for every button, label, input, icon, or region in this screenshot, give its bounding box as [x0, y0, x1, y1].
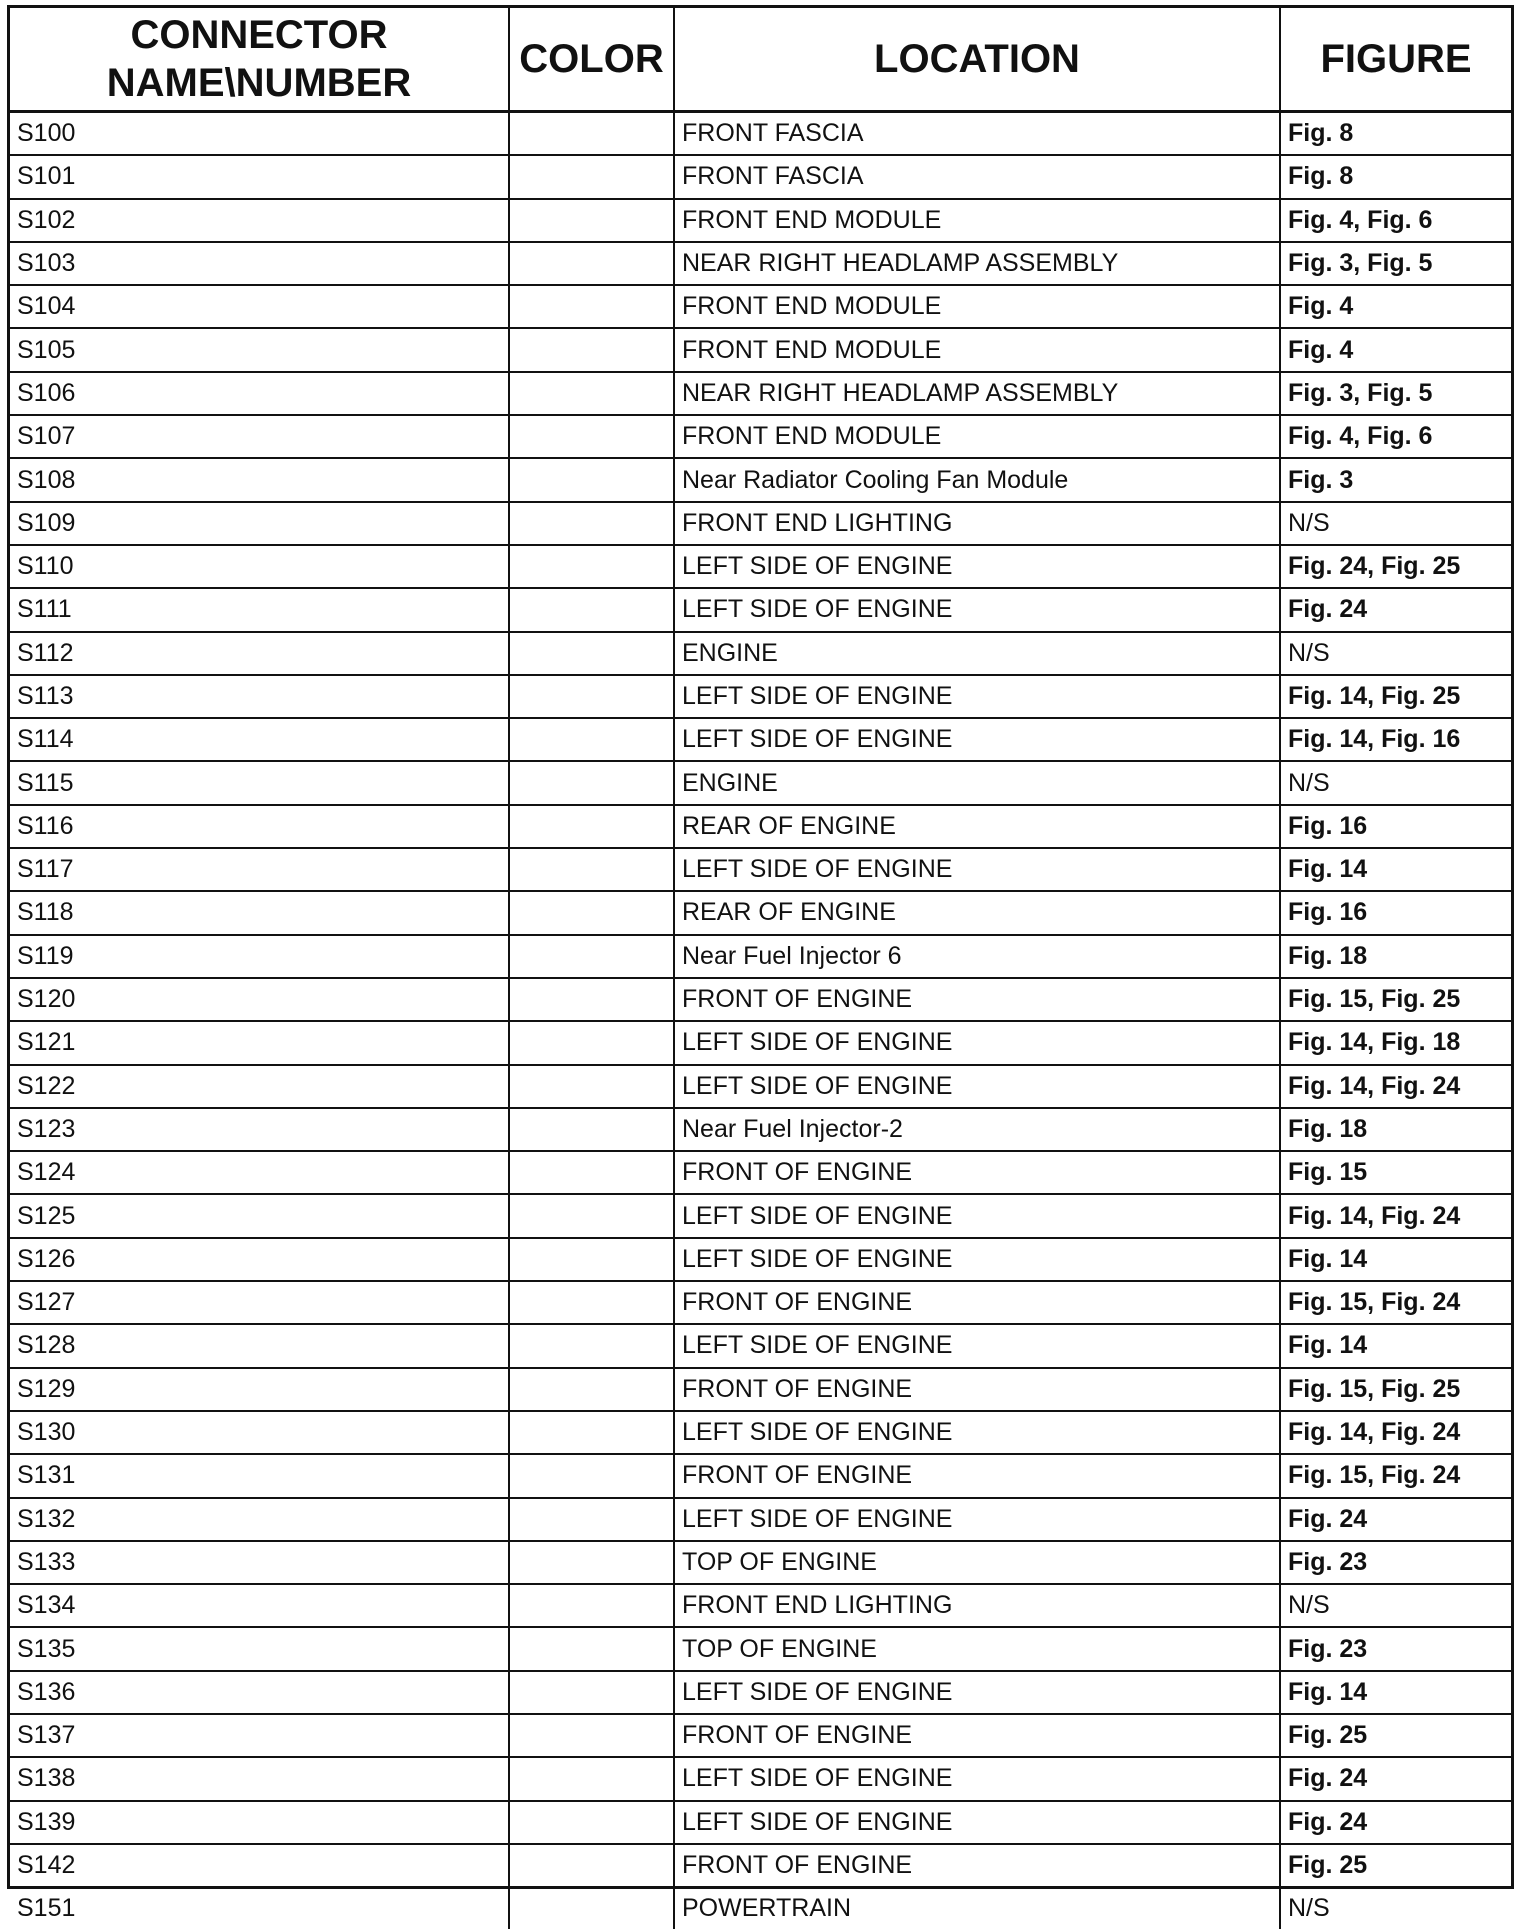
connector-name-cell: S112: [10, 632, 509, 675]
table-row: [10, 1757, 1511, 1800]
figure-cell: Fig. 24: [1280, 1757, 1511, 1800]
location-cell: FRONT FASCIA: [674, 155, 1280, 198]
color-cell: [509, 805, 674, 848]
color-cell: [509, 761, 674, 804]
table-row: [10, 112, 1511, 156]
figure-cell: Fig. 4: [1280, 328, 1511, 371]
table-row: [10, 1281, 1511, 1324]
connector-name-cell: S125: [10, 1194, 509, 1237]
table-row: [10, 1151, 1511, 1194]
connector-name-cell: S108: [10, 458, 509, 501]
connector-name-cell: S129: [10, 1368, 509, 1411]
color-cell: [509, 1368, 674, 1411]
color-cell: [509, 112, 674, 156]
figure-cell: Fig. 15, Fig. 24: [1280, 1281, 1511, 1324]
location-cell: FRONT FASCIA: [674, 112, 1280, 156]
figure-cell: Fig. 3: [1280, 458, 1511, 501]
table-row: [10, 891, 1511, 934]
color-cell: [509, 1194, 674, 1237]
color-cell: [509, 1281, 674, 1324]
color-cell: [509, 1065, 674, 1108]
location-cell: LEFT SIDE OF ENGINE: [674, 545, 1280, 588]
color-cell: [509, 1411, 674, 1454]
color-cell: [509, 458, 674, 501]
connector-name-cell: S117: [10, 848, 509, 891]
location-cell: FRONT OF ENGINE: [674, 1151, 1280, 1194]
connector-name-cell: S124: [10, 1151, 509, 1194]
header-figure: FIGURE: [1280, 8, 1511, 112]
table-row: [10, 1801, 1511, 1844]
connector-name-cell: S105: [10, 328, 509, 371]
connector-name-cell: S104: [10, 285, 509, 328]
figure-cell: N/S: [1280, 502, 1511, 545]
location-cell: FRONT OF ENGINE: [674, 1368, 1280, 1411]
location-cell: LEFT SIDE OF ENGINE: [674, 1671, 1280, 1714]
color-cell: [509, 415, 674, 458]
color-cell: [509, 935, 674, 978]
figure-cell: Fig. 25: [1280, 1844, 1511, 1887]
location-cell: FRONT END MODULE: [674, 199, 1280, 242]
connector-name-cell: S127: [10, 1281, 509, 1324]
location-cell: LEFT SIDE OF ENGINE: [674, 588, 1280, 631]
location-cell: Near Radiator Cooling Fan Module: [674, 458, 1280, 501]
connector-name-cell: S134: [10, 1584, 509, 1627]
table-row: [10, 978, 1511, 1021]
connector-name-cell: S119: [10, 935, 509, 978]
color-cell: [509, 285, 674, 328]
table-row: [10, 1194, 1511, 1237]
table-row: [10, 502, 1511, 545]
figure-cell: Fig. 8: [1280, 155, 1511, 198]
table-row: [10, 1498, 1511, 1541]
connector-name-cell: S107: [10, 415, 509, 458]
figure-cell: Fig. 4, Fig. 6: [1280, 415, 1511, 458]
color-cell: [509, 718, 674, 761]
location-cell: NEAR RIGHT HEADLAMP ASSEMBLY: [674, 242, 1280, 285]
table-row: [10, 1065, 1511, 1108]
table-row: [10, 1368, 1511, 1411]
header-location: LOCATION: [674, 8, 1280, 112]
table-row: [10, 328, 1511, 371]
figure-cell: Fig. 4, Fig. 6: [1280, 199, 1511, 242]
location-cell: LEFT SIDE OF ENGINE: [674, 848, 1280, 891]
connector-name-cell: S123: [10, 1108, 509, 1151]
connector-name-cell: S142: [10, 1844, 509, 1887]
color-cell: [509, 1541, 674, 1584]
figure-cell: Fig. 15, Fig. 25: [1280, 978, 1511, 1021]
color-cell: [509, 1108, 674, 1151]
color-cell: [509, 632, 674, 675]
figure-cell: Fig. 14, Fig. 24: [1280, 1194, 1511, 1237]
table-row: [10, 1238, 1511, 1281]
figure-cell: Fig. 24: [1280, 588, 1511, 631]
color-cell: [509, 1757, 674, 1800]
figure-cell: Fig. 8: [1280, 112, 1511, 156]
figure-cell: Fig. 4: [1280, 285, 1511, 328]
color-cell: [509, 891, 674, 934]
connector-name-cell: S101: [10, 155, 509, 198]
color-cell: [509, 675, 674, 718]
location-cell: ENGINE: [674, 632, 1280, 675]
color-cell: [509, 1627, 674, 1670]
table-row: [10, 1671, 1511, 1714]
location-cell: FRONT END MODULE: [674, 285, 1280, 328]
connector-table: [10, 8, 1511, 1929]
table-row: [10, 199, 1511, 242]
table-row: [10, 372, 1511, 415]
figure-cell: Fig. 14, Fig. 16: [1280, 718, 1511, 761]
location-cell: LEFT SIDE OF ENGINE: [674, 1801, 1280, 1844]
color-cell: [509, 372, 674, 415]
color-cell: [509, 1887, 674, 1929]
figure-cell: Fig. 24: [1280, 1801, 1511, 1844]
connector-table-sheet: [7, 5, 1514, 1923]
location-cell: REAR OF ENGINE: [674, 805, 1280, 848]
color-cell: [509, 848, 674, 891]
figure-cell: Fig. 15, Fig. 24: [1280, 1454, 1511, 1497]
figure-cell: Fig. 18: [1280, 935, 1511, 978]
table-row: [10, 1541, 1511, 1584]
table-row: [10, 545, 1511, 588]
color-cell: [509, 978, 674, 1021]
figure-cell: Fig. 25: [1280, 1714, 1511, 1757]
color-cell: [509, 1021, 674, 1064]
color-cell: [509, 242, 674, 285]
table-row: [10, 632, 1511, 675]
connector-name-cell: S137: [10, 1714, 509, 1757]
location-cell: LEFT SIDE OF ENGINE: [674, 675, 1280, 718]
connector-name-cell: S130: [10, 1411, 509, 1454]
connector-name-cell: S116: [10, 805, 509, 848]
figure-cell: Fig. 14, Fig. 25: [1280, 675, 1511, 718]
connector-name-cell: S118: [10, 891, 509, 934]
location-cell: LEFT SIDE OF ENGINE: [674, 1324, 1280, 1367]
location-cell: FRONT OF ENGINE: [674, 1714, 1280, 1757]
color-cell: [509, 1324, 674, 1367]
figure-cell: Fig. 3, Fig. 5: [1280, 242, 1511, 285]
location-cell: LEFT SIDE OF ENGINE: [674, 1498, 1280, 1541]
color-cell: [509, 1844, 674, 1887]
location-cell: Near Fuel Injector 6: [674, 935, 1280, 978]
figure-cell: Fig. 15, Fig. 25: [1280, 1368, 1511, 1411]
figure-cell: Fig. 16: [1280, 805, 1511, 848]
location-cell: FRONT OF ENGINE: [674, 1844, 1280, 1887]
location-cell: FRONT OF ENGINE: [674, 1454, 1280, 1497]
figure-cell: N/S: [1280, 1887, 1511, 1929]
table-row: [10, 1627, 1511, 1670]
figure-cell: Fig. 24: [1280, 1498, 1511, 1541]
figure-cell: Fig. 3, Fig. 5: [1280, 372, 1511, 415]
table-row: [10, 1454, 1511, 1497]
location-cell: FRONT END MODULE: [674, 328, 1280, 371]
location-cell: LEFT SIDE OF ENGINE: [674, 1194, 1280, 1237]
connector-name-cell: S131: [10, 1454, 509, 1497]
connector-name-cell: S139: [10, 1801, 509, 1844]
location-cell: FRONT OF ENGINE: [674, 1281, 1280, 1324]
figure-cell: Fig. 14, Fig. 24: [1280, 1411, 1511, 1454]
color-cell: [509, 155, 674, 198]
table-row: [10, 285, 1511, 328]
table-row: [10, 155, 1511, 198]
figure-cell: Fig. 14: [1280, 1671, 1511, 1714]
connector-name-cell: S113: [10, 675, 509, 718]
connector-name-cell: S115: [10, 761, 509, 804]
connector-name-cell: S136: [10, 1671, 509, 1714]
table-row: [10, 1844, 1511, 1887]
connector-name-cell: S103: [10, 242, 509, 285]
color-cell: [509, 1151, 674, 1194]
figure-cell: Fig. 14: [1280, 1238, 1511, 1281]
figure-cell: Fig. 18: [1280, 1108, 1511, 1151]
connector-name-cell: S100: [10, 112, 509, 156]
header-row: [10, 8, 1511, 112]
figure-cell: N/S: [1280, 632, 1511, 675]
connector-name-cell: S111: [10, 588, 509, 631]
table-row: [10, 1108, 1511, 1151]
figure-cell: Fig. 16: [1280, 891, 1511, 934]
table-row: [10, 588, 1511, 631]
connector-name-cell: S120: [10, 978, 509, 1021]
connector-name-cell: S151: [10, 1887, 509, 1929]
color-cell: [509, 588, 674, 631]
figure-cell: Fig. 24, Fig. 25: [1280, 545, 1511, 588]
figure-cell: Fig. 14, Fig. 18: [1280, 1021, 1511, 1064]
color-cell: [509, 1714, 674, 1757]
location-cell: FRONT END LIGHTING: [674, 502, 1280, 545]
table-row: [10, 242, 1511, 285]
location-cell: LEFT SIDE OF ENGINE: [674, 1757, 1280, 1800]
header-connector-line2: NAME\NUMBER: [106, 61, 412, 105]
header-connector: [10, 8, 509, 112]
location-cell: FRONT END MODULE: [674, 415, 1280, 458]
table-row: [10, 761, 1511, 804]
color-cell: [509, 1238, 674, 1281]
connector-name-cell: S114: [10, 718, 509, 761]
color-cell: [509, 502, 674, 545]
connector-name-cell: S133: [10, 1541, 509, 1584]
color-cell: [509, 199, 674, 242]
connector-name-cell: S126: [10, 1238, 509, 1281]
color-cell: [509, 1454, 674, 1497]
location-cell: TOP OF ENGINE: [674, 1541, 1280, 1584]
header-color: COLOR: [509, 8, 674, 112]
connector-name-cell: S121: [10, 1021, 509, 1064]
table-row: [10, 848, 1511, 891]
connector-name-cell: S106: [10, 372, 509, 415]
figure-cell: Fig. 23: [1280, 1627, 1511, 1670]
connector-name-cell: S122: [10, 1065, 509, 1108]
color-cell: [509, 1584, 674, 1627]
color-cell: [509, 328, 674, 371]
location-cell: REAR OF ENGINE: [674, 891, 1280, 934]
header-connector-line1: CONNECTOR: [130, 13, 388, 57]
figure-cell: Fig. 14: [1280, 848, 1511, 891]
color-cell: [509, 1671, 674, 1714]
table-row: [10, 1021, 1511, 1064]
connector-name-cell: S102: [10, 199, 509, 242]
figure-cell: Fig. 23: [1280, 1541, 1511, 1584]
figure-cell: N/S: [1280, 761, 1511, 804]
table-row: [10, 675, 1511, 718]
location-cell: Near Fuel Injector-2: [674, 1108, 1280, 1151]
location-cell: POWERTRAIN: [674, 1887, 1280, 1929]
figure-cell: Fig. 14: [1280, 1324, 1511, 1367]
table-row: [10, 458, 1511, 501]
location-cell: TOP OF ENGINE: [674, 1627, 1280, 1670]
connector-name-cell: S109: [10, 502, 509, 545]
connector-name-cell: S132: [10, 1498, 509, 1541]
color-cell: [509, 1801, 674, 1844]
location-cell: LEFT SIDE OF ENGINE: [674, 1021, 1280, 1064]
table-row: [10, 718, 1511, 761]
location-cell: LEFT SIDE OF ENGINE: [674, 718, 1280, 761]
connector-name-cell: S135: [10, 1627, 509, 1670]
table-row: [10, 805, 1511, 848]
location-cell: ENGINE: [674, 761, 1280, 804]
table-row: [10, 1584, 1511, 1627]
table-row: [10, 1714, 1511, 1757]
connector-name-cell: S128: [10, 1324, 509, 1367]
color-cell: [509, 545, 674, 588]
location-cell: FRONT END LIGHTING: [674, 1584, 1280, 1627]
table-row: [10, 1324, 1511, 1367]
location-cell: LEFT SIDE OF ENGINE: [674, 1411, 1280, 1454]
location-cell: FRONT OF ENGINE: [674, 978, 1280, 1021]
connector-name-cell: S110: [10, 545, 509, 588]
table-row: [10, 1411, 1511, 1454]
location-cell: LEFT SIDE OF ENGINE: [674, 1238, 1280, 1281]
table-row: [10, 935, 1511, 978]
connector-name-cell: S138: [10, 1757, 509, 1800]
table-row: [10, 1887, 1511, 1929]
table-row: [10, 415, 1511, 458]
location-cell: LEFT SIDE OF ENGINE: [674, 1065, 1280, 1108]
location-cell: NEAR RIGHT HEADLAMP ASSEMBLY: [674, 372, 1280, 415]
figure-cell: Fig. 15: [1280, 1151, 1511, 1194]
figure-cell: N/S: [1280, 1584, 1511, 1627]
figure-cell: Fig. 14, Fig. 24: [1280, 1065, 1511, 1108]
color-cell: [509, 1498, 674, 1541]
